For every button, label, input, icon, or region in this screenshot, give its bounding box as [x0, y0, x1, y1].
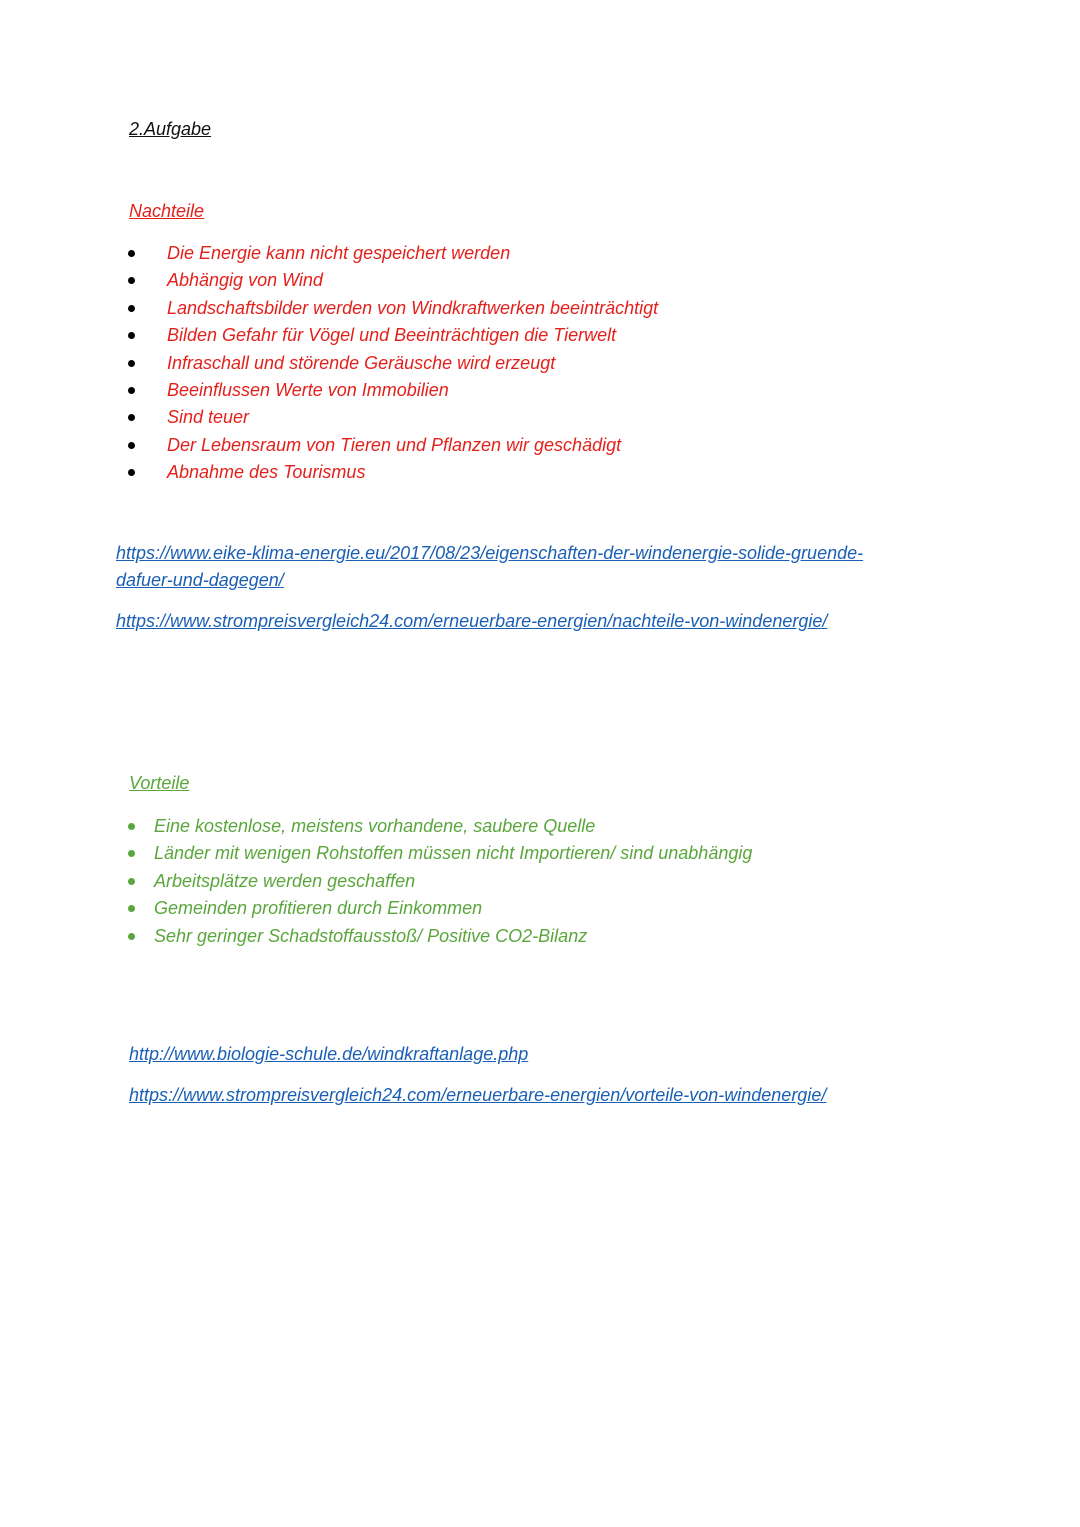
bullet-icon: [128, 360, 135, 367]
disadvantages-list: [0, 240, 658, 487]
advantages-heading: Vorteile: [129, 773, 190, 793]
list-item: [0, 240, 658, 267]
list-item-text: Länder mit wenigen Rohstoffen müssen nicht Importieren/ sind unabhängig: [154, 843, 753, 864]
bullet-icon: [128, 332, 135, 339]
source-link-biologie-schule[interactable]: http://www.biologie-schule.de/windkraftanlage.php: [129, 1044, 529, 1064]
list-item: [0, 840, 752, 867]
list-item-text: Landschaftsbilder werden von Windkraftwerken beeinträchtigt: [167, 297, 659, 318]
task-heading: 2.Aufgabe: [129, 119, 212, 139]
bullet-icon: [128, 277, 135, 284]
bullet-icon: [128, 823, 135, 830]
bullet-icon: [128, 387, 135, 394]
list-item: [0, 350, 658, 377]
list-item: [0, 295, 658, 322]
list-item-text: Bilden Gefahr für Vögel und Beeinträchtigen die Tierwelt: [167, 325, 617, 346]
list-item: [0, 322, 658, 349]
list-item-text: Die Energie kann nicht gespeichert werden: [167, 243, 511, 263]
list-item: [0, 432, 658, 459]
list-item: [0, 895, 752, 922]
list-item-text: Gemeinden profitieren durch Einkommen: [154, 898, 483, 919]
source-link-strompreisvergleich-nachteile[interactable]: https://www.strompreisvergleich24.com/erneuerbare-energien/nachteile-von-windenergie/: [116, 611, 828, 631]
advantages-list: [0, 813, 752, 950]
list-item-text: Abhängig von Wind: [167, 270, 323, 291]
bullet-icon: [128, 850, 135, 857]
list-item: [0, 923, 752, 950]
list-item-text: Der Lebensraum von Tieren und Pflanzen wir geschädigt: [167, 434, 622, 455]
bullet-icon: [128, 305, 135, 312]
list-item-text: Sind teuer: [167, 407, 250, 428]
list-item: [0, 404, 658, 431]
bullet-icon: [128, 442, 135, 449]
list-item: [0, 813, 752, 840]
list-item-text: Beeinflussen Werte von Immobilien: [167, 379, 449, 400]
list-item-text: Arbeitsplätze werden geschaffen: [154, 870, 416, 891]
disadvantages-heading: Nachteile: [129, 201, 205, 221]
list-item-text: Abnahme des Tourismus: [167, 462, 366, 483]
list-item: [0, 868, 752, 895]
source-link-eike[interactable]: https://www.eike-klima-energie.eu/2017/08/23/eigenschaften-der-windenergie-solide-gruende-: [116, 543, 864, 563]
bullet-icon: [128, 250, 135, 257]
list-item: [0, 459, 658, 486]
bullet-icon: [128, 414, 135, 421]
list-item: [0, 377, 658, 404]
list-item-text: Eine kostenlose, meistens vorhandene, saubere Quelle: [154, 816, 596, 836]
bullet-icon: [128, 905, 135, 912]
source-link-eike-continued[interactable]: dafuer-und-dagegen/: [116, 570, 284, 590]
list-item: [0, 267, 658, 294]
list-item-text: Infraschall und störende Geräusche wird erzeugt: [167, 352, 556, 373]
list-item-text: Sehr geringer Schadstoffausstoß/ Positive CO2-Bilanz: [154, 925, 588, 946]
bullet-icon: [128, 933, 135, 940]
source-link-strompreisvergleich-vorteile[interactable]: https://www.strompreisvergleich24.com/erneuerbare-energien/vorteile-von-windenergie/: [129, 1085, 827, 1105]
bullet-icon: [128, 878, 135, 885]
bullet-icon: [128, 469, 135, 476]
